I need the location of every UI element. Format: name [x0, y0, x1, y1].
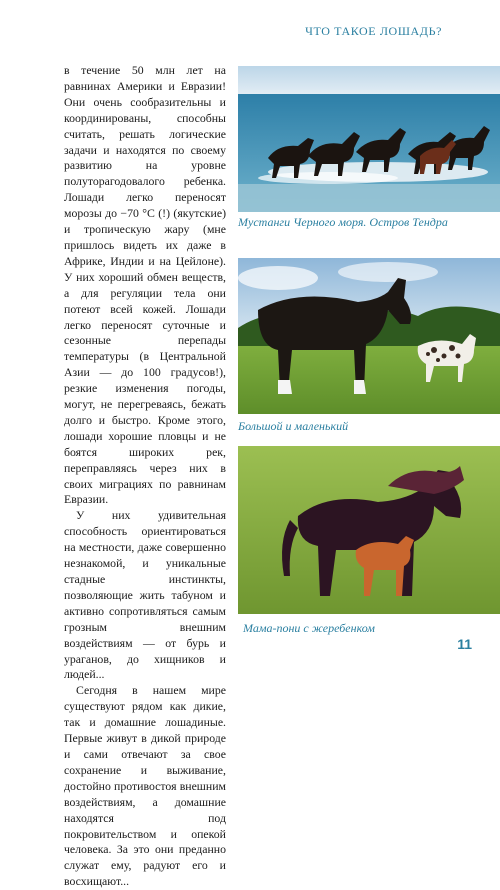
body-text-column: [64, 63, 226, 890]
body-paragraph-3: Сегодня в нашем мире существуют рядом как дикие, так и домашние лошадиные. Первые живут в дикой природе и сами отвечают за свое сохранение и выживание, достойно противостоя внешним воздействиям, а домашние находятся под покровительством и опекой человека. За это они преданно служат ему, радуют его и восхищают...: [64, 683, 226, 889]
pony-mare-with-foal-photo: [238, 446, 500, 614]
body-paragraph-2: У них удивительная способность ориентироваться на местности, даже совершенно незнакомой, и уникальные стадные инстинкты, позволяющие жить табуном и активно сопротивляться самым грозным внешним воздействиям — от бурь и ураганов, до хищников и людей...: [64, 508, 226, 682]
caption-pony-with-foal: Мама-пони с жеребенком: [243, 621, 375, 635]
horses-running-sea-photo: [238, 66, 500, 212]
body-paragraph-1: в течение 50 млн лет на равнинах Америки и Евразии! Они очень сообразительны и координированы, способны считать, решать логические задачи и находятся по своему развитию на уровне полуторагодовалого ребенка. Лошади легко переносят морозы до −70 °C (!) (якутские) и тропическую жару (мне пришлось видеть их даже в Африке, Индии и на Цейлоне). У них хороший обмен веществ, а для регуляции тела они потеют всей кожей. Лошади легко переносят суточные и сезонные перепады температуры (в Центральной Азии — до 100 градусов!), резкие изменения погоды, могут, не перегреваясь, бежать долго и быстро. Кроме этого, лошади хорошие пловцы и не боятся широких рек, переправляясь через них в своих миграциях по равнинам Евразии.: [64, 63, 226, 507]
photo-big-and-small: [238, 258, 500, 414]
caption-mustangs: Мустанги Черного моря. Остров Тендра: [238, 215, 448, 229]
page-number: 11: [457, 636, 472, 652]
big-horse-and-pony-photo: [238, 258, 500, 414]
caption-big-and-small: Большой и маленький: [238, 419, 349, 433]
photo-mustangs-sea: [238, 66, 500, 212]
section-header: ЧТО ТАКОЕ ЛОШАДЬ?: [305, 24, 442, 38]
photo-pony-with-foal: [238, 446, 500, 614]
